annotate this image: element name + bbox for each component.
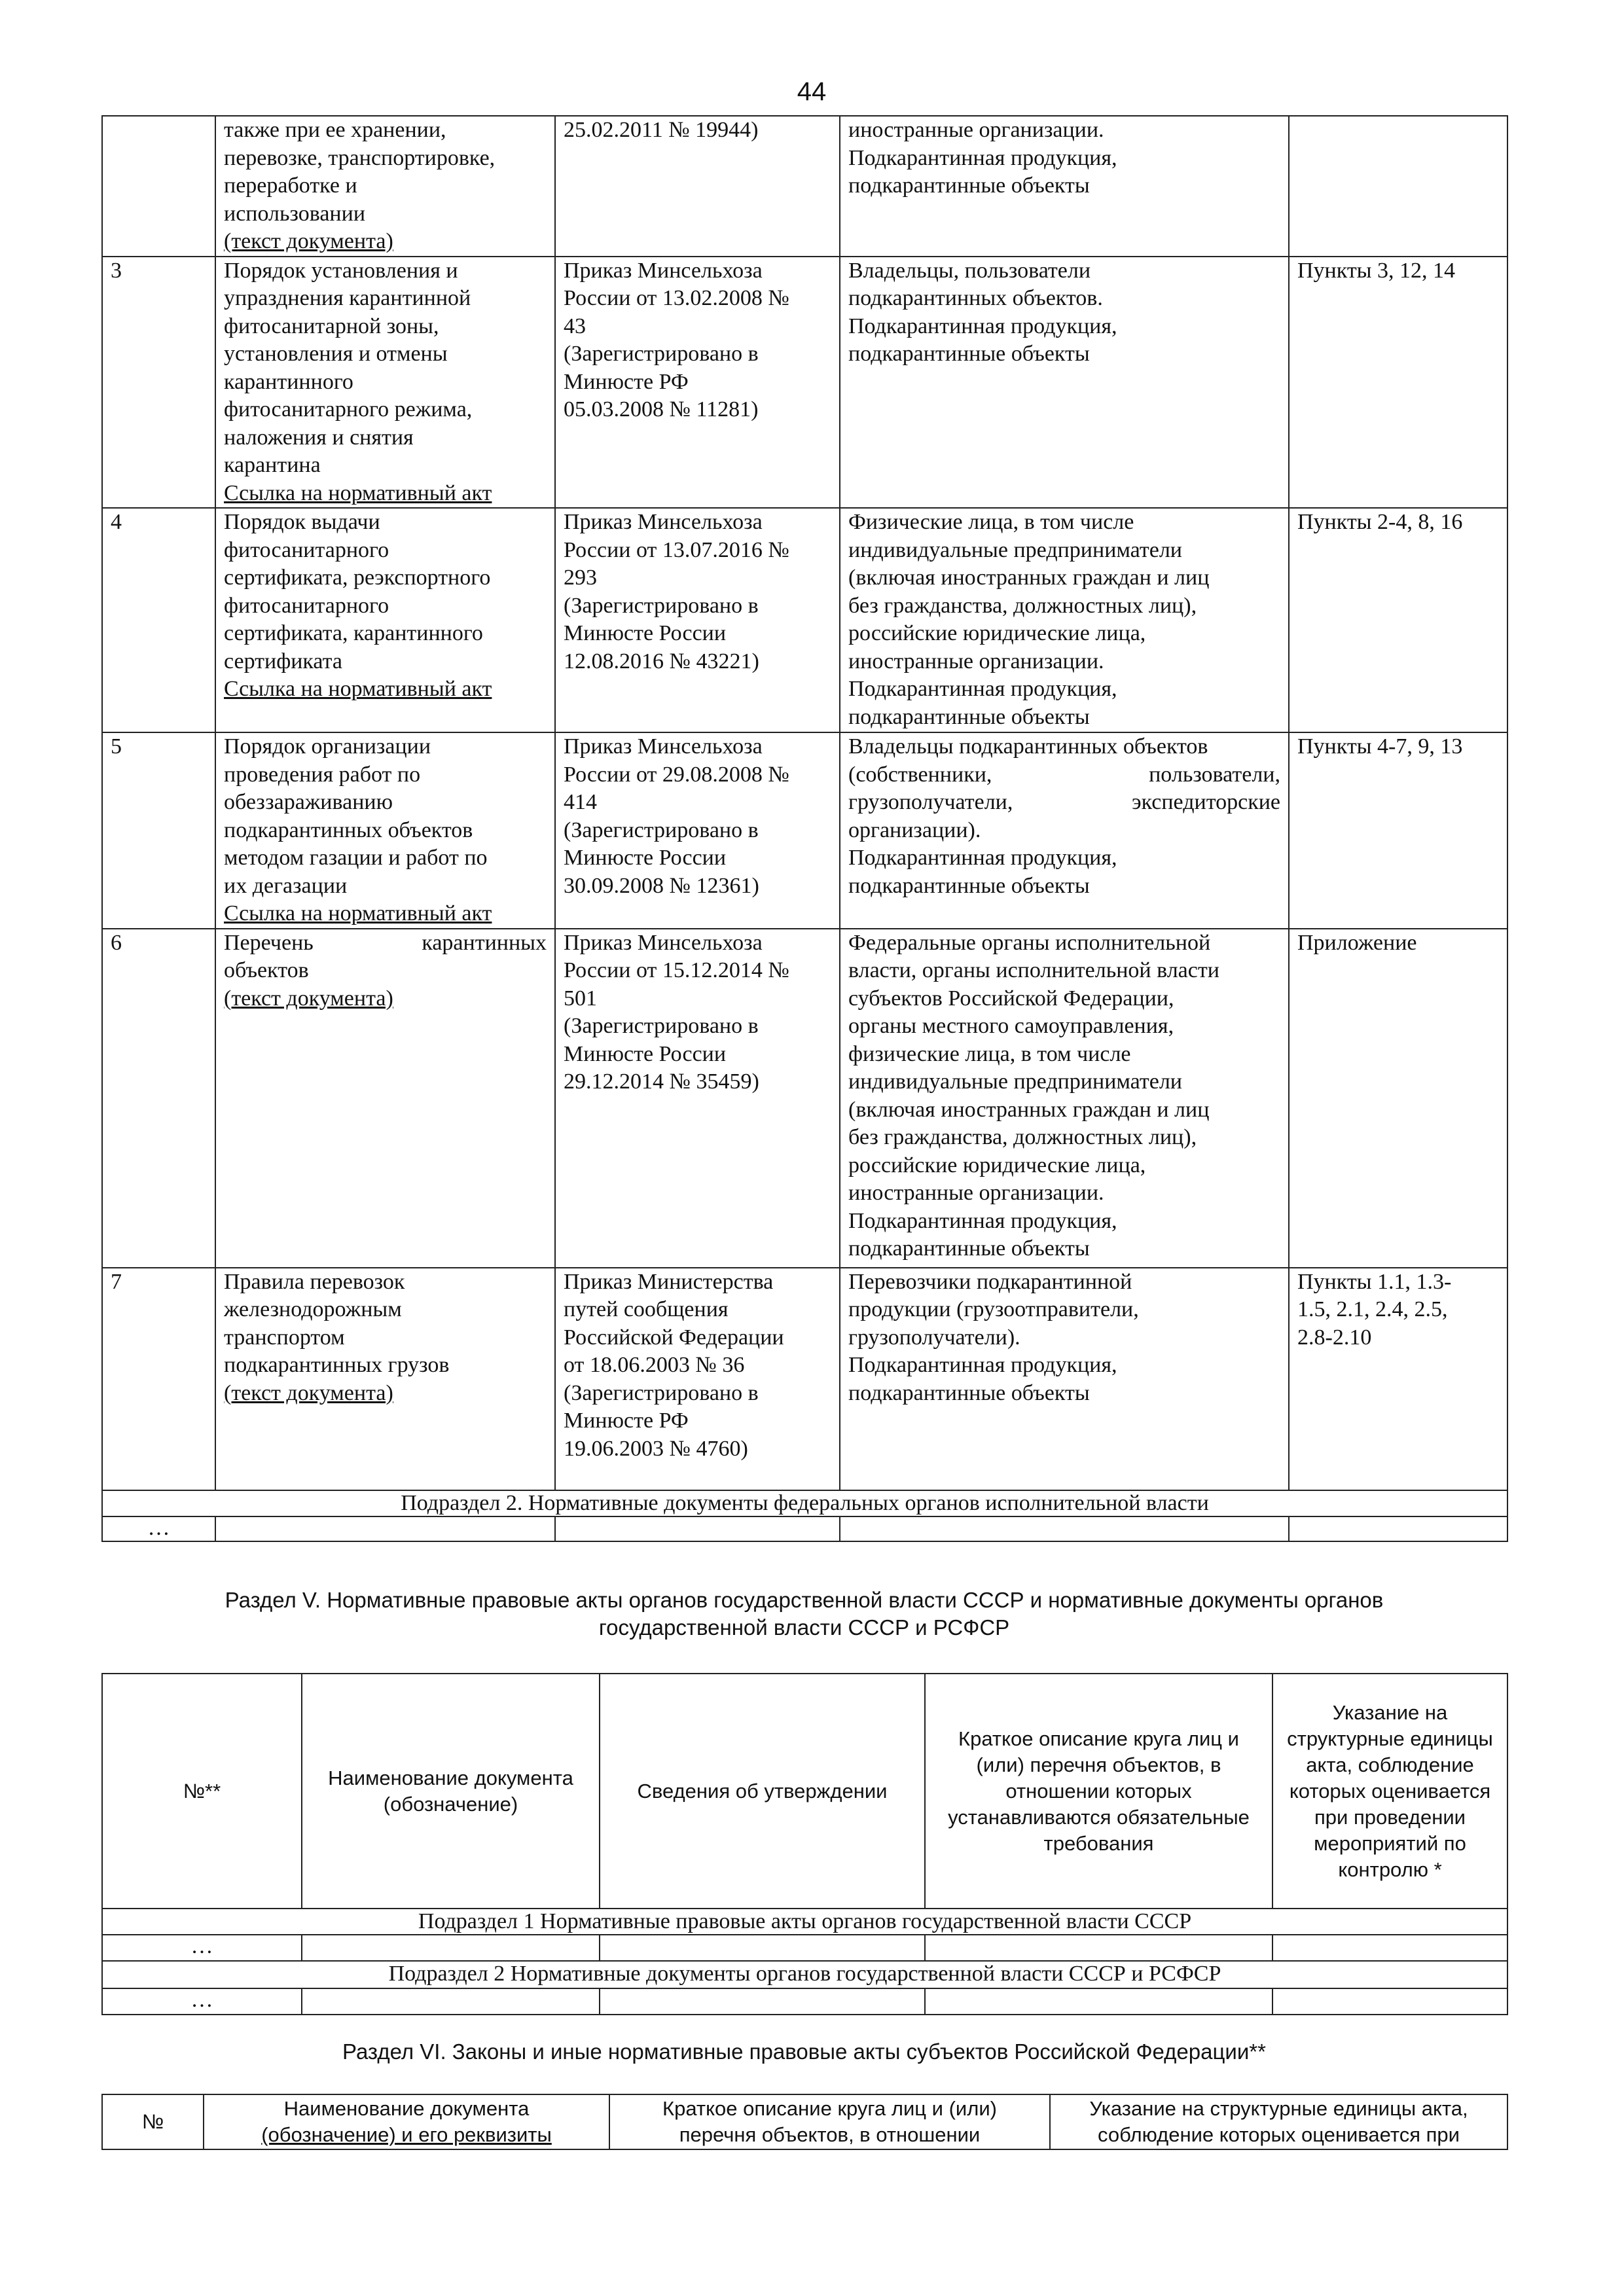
document-name-line: фитосанитарного режима, [224, 397, 473, 422]
subjects-line: подкарантинные объекты [848, 873, 1090, 898]
approval-line: Российской Федерации [564, 1325, 784, 1350]
subjects-line: подкарантинные объекты [848, 342, 1090, 366]
normative-act-link[interactable]: Ссылка на нормативный акт [224, 480, 492, 505]
subjects-line: Физические лица, в том числе [848, 510, 1134, 534]
document-name-line: установления и отмены [224, 342, 448, 366]
approval-line: Приказ Минсельхоза [564, 258, 763, 283]
ellipsis: … [102, 1516, 215, 1541]
document-name-line: их дегазации [224, 873, 348, 898]
document-name-line: также при ее хранении, [224, 118, 446, 142]
empty-cell [1289, 1516, 1507, 1541]
subjects-line: Перевозчики подкарантинной [848, 1269, 1132, 1294]
normative-act-link[interactable]: Ссылка на нормативный акт [224, 677, 492, 701]
document-name-line: карантинного [224, 369, 353, 394]
column-header-subjects: Краткое описание круга лиц и (или) перечня объектов, в отношении которых устанавливаются обязательные требования [925, 1674, 1272, 1909]
subjects-line: подкарантинные объекты [848, 704, 1090, 729]
column-header-name [204, 2094, 609, 2149]
subjects-line: Владельцы, пользователи [848, 258, 1091, 283]
document-name-line: упразднения карантинной [224, 286, 471, 310]
document-name-cell [215, 116, 555, 257]
column-header-approval: Сведения об утверждении [600, 1674, 925, 1909]
subjects-line: грузополучатели). [848, 1325, 1020, 1350]
document-name-line: Правила перевозок [224, 1269, 405, 1294]
structural-units-cell: Пункты 4-7, 9, 13 [1289, 732, 1507, 929]
subjects-line: Подкарантинная продукция, [848, 677, 1117, 701]
approval-line: (Зарегистрировано в [564, 342, 759, 366]
subjects-line: подкарантинные объекты [848, 173, 1090, 198]
row-number: 7 [102, 1268, 215, 1490]
subsection-title: Подраздел 2 Нормативные документы органов государственной власти СССР и РСФСР [102, 1961, 1507, 1988]
column-header-subjects-line: перечня объектов, в отношении [679, 2123, 981, 2146]
empty-cell [925, 1935, 1272, 1961]
subjects-line: Подкарантинная продукция, [848, 1208, 1117, 1233]
approval-line: (Зарегистрировано в [564, 1380, 759, 1405]
document-name-line: методом газации и работ по [224, 846, 488, 870]
empty-cell [215, 1516, 555, 1541]
approval-line: (Зарегистрировано в [564, 1014, 759, 1038]
document-name-cell [215, 508, 555, 732]
subjects-line: без гражданства, должностных лиц), [848, 593, 1197, 618]
subsection-title: Подраздел 2. Нормативные документы федеральных органов исполнительной власти [102, 1490, 1507, 1516]
subjects-line: подкарантинных объектов. [848, 286, 1103, 310]
approval-line: Минюсте РФ [564, 1408, 689, 1433]
table-row [102, 1268, 1507, 1490]
approval-line: (Зарегистрировано в [564, 593, 759, 618]
structural-units-cell: Пункты 2-4, 8, 16 [1289, 508, 1507, 732]
document-text-link[interactable]: (текст документа) [224, 229, 393, 253]
empty-cell [555, 1516, 840, 1541]
approval-line: Минюсте РФ [564, 369, 689, 394]
approval-line: Минюсте России [564, 621, 727, 645]
empty-cell [600, 1935, 925, 1961]
subjects-cell [840, 1268, 1289, 1490]
approval-line: России от 13.02.2008 № [564, 286, 789, 310]
requirements-table [101, 115, 1508, 1542]
approval-line: Минюсте России [564, 1041, 727, 1066]
empty-cell [302, 1935, 600, 1961]
placeholder-row [102, 1988, 1507, 2015]
table-header-row [102, 1674, 1507, 1909]
column-header-name-line: Наименование документа [283, 2097, 530, 2120]
column-header-units-line: соблюдение которых оценивается при [1098, 2123, 1460, 2146]
table-row [102, 732, 1507, 929]
approval-line: Минюсте России [564, 846, 727, 870]
document-text-link[interactable]: (текст документа) [224, 986, 393, 1011]
section-5-table [101, 1673, 1508, 2015]
empty-cell [1272, 1935, 1507, 1961]
subjects-line: организации). [848, 817, 981, 842]
approval-line: 05.03.2008 № 11281) [564, 397, 759, 422]
approval-line: путей сообщения [564, 1297, 729, 1321]
approval-line: Приказ Минсельхоза [564, 510, 763, 534]
approval-line: 414 [564, 790, 597, 814]
ellipsis: … [102, 1988, 302, 2015]
document-name-line: железнодорожным [224, 1297, 402, 1321]
approval-line: 501 [564, 986, 597, 1011]
row-number [102, 116, 215, 257]
subjects-line: Подкарантинная продукция, [848, 1353, 1117, 1377]
approval-cell [555, 1268, 840, 1490]
section-6-title: Раздел VI. Законы и иные нормативные правовые акты субъектов Российской Федерации** [342, 2039, 1266, 2064]
column-header-subjects [609, 2094, 1050, 2149]
document-name-line: Порядок организации [224, 734, 431, 759]
subjects-line: индивидуальные предприниматели [848, 537, 1182, 562]
subjects-line: без гражданства, должностных лиц), [848, 1125, 1197, 1149]
approval-line: 29.12.2014 № 35459) [564, 1069, 759, 1094]
document-name-line: сертификата, реэкспортного [224, 565, 491, 590]
subjects-line: грузополучатели, экспедиторские [848, 790, 1280, 814]
subsection-row [102, 1490, 1507, 1516]
approval-line: 293 [564, 565, 597, 590]
document-name-line: проведения работ по [224, 762, 421, 787]
table-row [102, 929, 1507, 1268]
subjects-line: физические лица, в том числе [848, 1041, 1131, 1066]
document-name-line: объектов [224, 958, 309, 982]
subjects-cell [840, 508, 1289, 732]
approval-line: 19.06.2003 № 4760) [564, 1436, 748, 1461]
empty-cell [840, 1516, 1289, 1541]
subjects-line: Подкарантинная продукция, [848, 314, 1117, 338]
subjects-line: Подкарантинная продукция, [848, 846, 1117, 870]
empty-cell [302, 1988, 600, 2015]
document-name-line: фитосанитарной зоны, [224, 314, 439, 338]
document-name-line: транспортом [224, 1325, 345, 1350]
document-name-line: обеззараживанию [224, 790, 393, 814]
section-5-title [101, 1587, 1507, 1641]
document-text-link[interactable]: (текст документа) [224, 1380, 393, 1405]
document-name-cell [215, 257, 555, 509]
subjects-line: подкарантинные объекты [848, 1236, 1090, 1261]
subjects-line: российские юридические лица, [848, 1153, 1146, 1177]
subsection-row [102, 1961, 1507, 1988]
document-name-line: Порядок выдачи [224, 510, 380, 534]
subjects-line: иностранные организации. [848, 1181, 1104, 1205]
placeholder-row [102, 1516, 1507, 1541]
subjects-cell [840, 929, 1289, 1268]
approval-cell [555, 257, 840, 509]
approval-line: Приказ Минсельхоза [564, 734, 763, 759]
approval-cell [555, 732, 840, 929]
row-number: 5 [102, 732, 215, 929]
table-row [102, 116, 1507, 257]
column-header-units: Указание на структурные единицы акта, соблюдение которых оценивается при проведении мероприятий по контролю * [1272, 1674, 1507, 1909]
document-name-cell [215, 1268, 555, 1490]
document-name-line: наложения и снятия [224, 425, 414, 450]
structural-units-cell: Пункты 3, 12, 14 [1289, 257, 1507, 509]
approval-line: 12.08.2016 № 43221) [564, 649, 759, 673]
document-name-line: сертификата, карантинного [224, 621, 483, 645]
subjects-line: власти, органы исполнительной власти [848, 958, 1219, 982]
subjects-cell [840, 116, 1289, 257]
section-6-table [101, 2094, 1508, 2150]
section-5-title-line: Раздел V. Нормативные правовые акты органов государственной власти СССР и нормативные документы органов [225, 1588, 1384, 1612]
subjects-line: (собственники, пользователи, [848, 762, 1280, 787]
approval-line: Приказ Минсельхоза [564, 930, 763, 955]
column-header-units-line: Указание на структурные единицы акта, [1089, 2097, 1468, 2120]
empty-cell [1272, 1988, 1507, 2015]
column-header-name: Наименование документа (обозначение) [302, 1674, 600, 1909]
column-header-name-line: (обозначение) и его реквизиты [261, 2123, 552, 2146]
subjects-line: российские юридические лица, [848, 621, 1146, 645]
structural-units-cell: Пункты 1.1, 1.3- 1.5, 2.1, 2.4, 2.5, 2.8-2.10 [1289, 1268, 1507, 1490]
subjects-cell [840, 732, 1289, 929]
subjects-line: иностранные организации. [848, 649, 1104, 673]
subsection-title: Подраздел 1 Нормативные правовые акты органов государственной власти СССР [102, 1909, 1507, 1935]
approval-line: России от 29.08.2008 № [564, 762, 789, 787]
approval-cell [555, 508, 840, 732]
section-5-title-line: государственной власти СССР и РСФСР [598, 1615, 1010, 1640]
approval-cell [555, 929, 840, 1268]
normative-act-link[interactable]: Ссылка на нормативный акт [224, 901, 492, 925]
table-row [102, 508, 1507, 732]
subjects-line: Подкарантинная продукция, [848, 145, 1117, 170]
row-number: 3 [102, 257, 215, 509]
document-name-line: карантина [224, 453, 321, 477]
page-number: 44 [797, 77, 827, 106]
document-name-cell [215, 732, 555, 929]
subjects-line: иностранные организации. [848, 118, 1104, 142]
empty-cell [925, 1988, 1272, 2015]
column-header-number: №** [102, 1674, 302, 1909]
approval-line: (Зарегистрировано в [564, 817, 759, 842]
empty-cell [600, 1988, 925, 2015]
document-name-line: Перечень карантинных [224, 930, 547, 955]
approval-line: 25.02.2011 № 19944) [564, 118, 759, 142]
subjects-line: подкарантинные объекты [848, 1380, 1090, 1405]
document-name-line: фитосанитарного [224, 537, 389, 562]
subjects-line: индивидуальные предприниматели [848, 1069, 1182, 1094]
column-header-subjects-line: Краткое описание круга лиц и (или) [662, 2097, 997, 2120]
row-number: 4 [102, 508, 215, 732]
document-name-line: подкарантинных объектов [224, 817, 473, 842]
document-name-cell [215, 929, 555, 1268]
row-number: 6 [102, 929, 215, 1268]
document-name-line: Порядок установления и [224, 258, 458, 283]
document-name-line: сертификата [224, 649, 343, 673]
approval-line: от 18.06.2003 № 36 [564, 1353, 745, 1377]
structural-units-cell: Приложение [1289, 929, 1507, 1268]
document-name-line: использовании [224, 201, 366, 226]
column-header-units [1050, 2094, 1507, 2149]
subjects-line: (включая иностранных граждан и лиц [848, 565, 1210, 590]
subsection-row [102, 1909, 1507, 1935]
approval-line: России от 13.07.2016 № [564, 537, 789, 562]
document-name-line: фитосанитарного [224, 593, 389, 618]
subjects-line: Федеральные органы исполнительной [848, 930, 1211, 955]
approval-line: Приказ Министерства [564, 1269, 774, 1294]
table-header-row [102, 2094, 1507, 2149]
approval-line: 43 [564, 314, 586, 338]
approval-line: России от 15.12.2014 № [564, 958, 789, 982]
approval-line: 30.09.2008 № 12361) [564, 873, 759, 898]
subjects-line: субъектов Российской Федерации, [848, 986, 1174, 1011]
document-name-line: подкарантинных грузов [224, 1353, 450, 1377]
subjects-line: (включая иностранных граждан и лиц [848, 1097, 1210, 1122]
approval-cell [555, 116, 840, 257]
subjects-line: органы местного самоуправления, [848, 1014, 1174, 1038]
document-name-line: переработке и [224, 173, 357, 198]
subjects-line: продукции (грузоотправители, [848, 1297, 1139, 1321]
table-row [102, 257, 1507, 509]
document-name-line: перевозке, транспортировке, [224, 145, 496, 170]
subjects-line: Владельцы подкарантинных объектов [848, 734, 1208, 759]
column-header-number: № [102, 2094, 204, 2149]
subjects-cell [840, 257, 1289, 509]
structural-units-cell [1289, 116, 1507, 257]
ellipsis: … [102, 1935, 302, 1961]
placeholder-row [102, 1935, 1507, 1961]
